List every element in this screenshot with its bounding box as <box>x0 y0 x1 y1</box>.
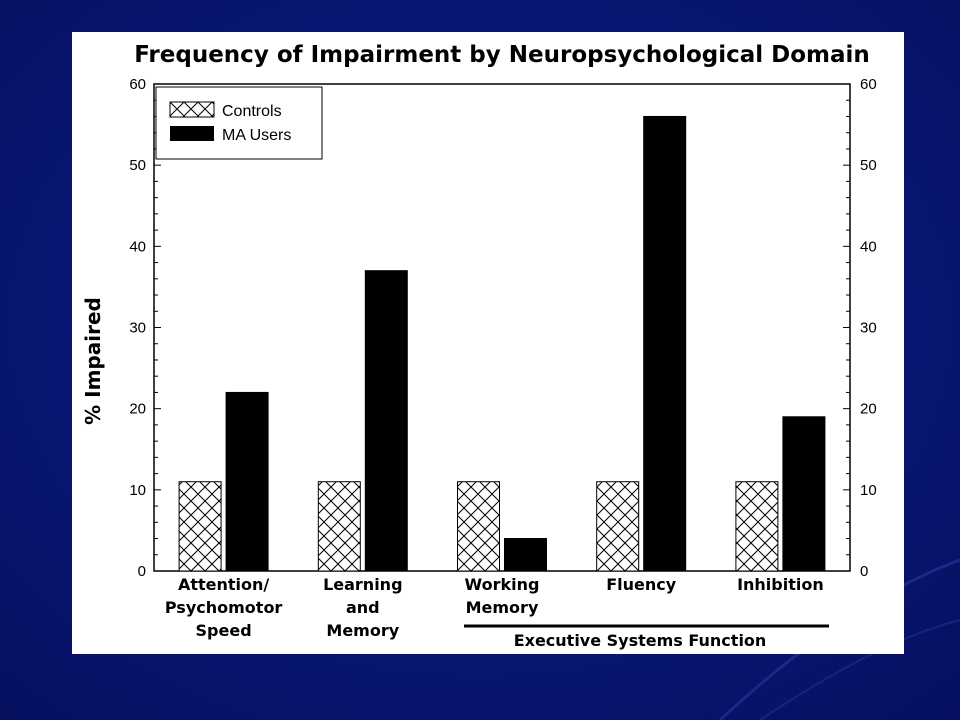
bars <box>179 116 825 571</box>
bar-ma-users-3 <box>505 539 547 571</box>
bar-controls-3 <box>458 482 500 571</box>
legend <box>156 87 322 159</box>
bar-ma-users-1 <box>226 392 268 571</box>
y-tick-label-right: 40 <box>860 238 877 256</box>
legend-swatch-ma-users <box>170 126 214 141</box>
category-label-2: Learning and Memory <box>323 575 403 640</box>
chart-title: Frequency of Impairment by Neuropsychological Domain <box>134 42 870 68</box>
y-tick-label-left: 0 <box>137 563 146 580</box>
y-tick-label-right: 0 <box>860 563 869 580</box>
bar-controls-1 <box>179 482 221 571</box>
y-tick-label-right: 10 <box>860 481 877 499</box>
y-axis-label: % Impaired <box>81 297 105 425</box>
category-label-1: Attention/ Psychomotor Speed <box>164 575 283 640</box>
legend-swatch-controls <box>170 102 214 117</box>
category-label-4: Fluency <box>606 575 677 594</box>
category-label-3: Working Memory <box>464 575 540 617</box>
legend-box <box>156 87 322 159</box>
bar-chart <box>72 32 904 654</box>
y-axis-right <box>843 76 877 580</box>
y-tick-label-right: 60 <box>860 76 877 93</box>
category-label-5: Inhibition <box>737 575 824 594</box>
y-tick-label-right: 30 <box>860 319 877 337</box>
y-tick-label-left: 60 <box>129 76 146 93</box>
bar-ma-users-5 <box>783 417 825 571</box>
bar-controls-5 <box>736 482 778 571</box>
y-tick-label-left: 30 <box>129 319 146 337</box>
bar-ma-users-2 <box>365 271 407 571</box>
y-tick-label-left: 20 <box>129 400 146 418</box>
bracket-label: Executive Systems Function <box>513 631 767 650</box>
y-tick-label-left: 10 <box>129 481 146 499</box>
chart-panel <box>72 32 904 654</box>
bar-ma-users-4 <box>644 116 686 571</box>
bar-controls-4 <box>597 482 639 571</box>
y-tick-label-right: 20 <box>860 400 877 418</box>
y-tick-label-left: 50 <box>129 157 146 175</box>
bar-controls-2 <box>318 482 360 571</box>
y-tick-label-left: 40 <box>129 238 146 256</box>
y-tick-label-right: 50 <box>860 157 877 175</box>
legend-label-ma-users: MA Users <box>222 127 292 144</box>
executive-bracket <box>464 626 829 650</box>
legend-label-controls: Controls <box>222 103 282 120</box>
